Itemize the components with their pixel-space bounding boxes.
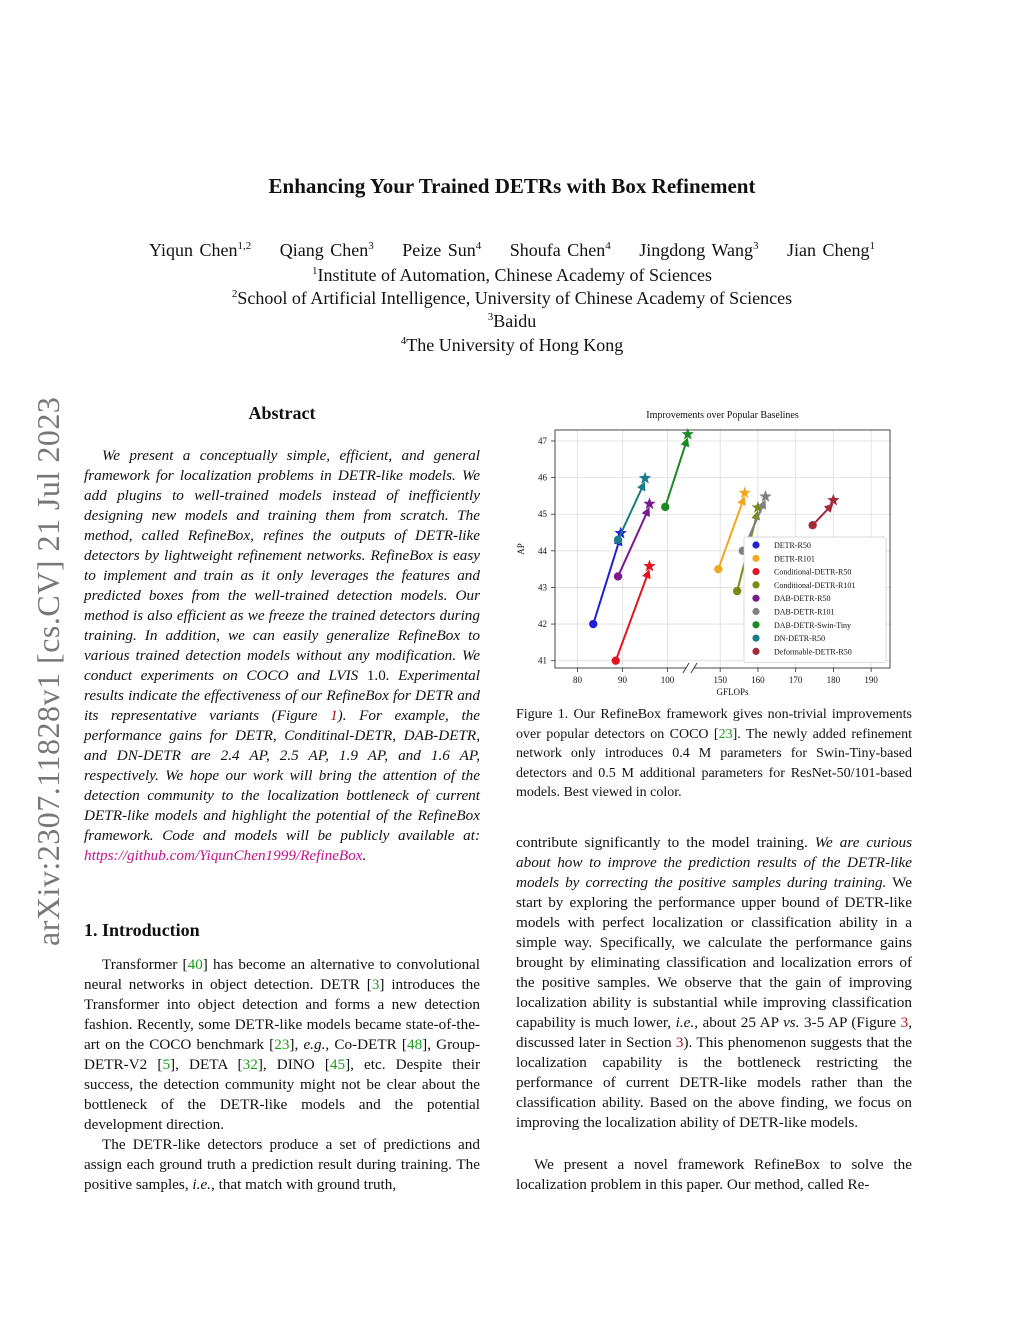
- baseline-point-4: [614, 572, 622, 580]
- intro-paragraph: The DETR-like detectors produce a set of predictions and assign each ground truth a prediction result during training. The positive samples, i.e., that match with ground truth,: [84, 1136, 480, 1193]
- legend-marker-2: [752, 568, 759, 575]
- legend-label-4: DAB-DETR-R50: [774, 594, 831, 604]
- legend-label-6: DAB-DETR-Swin-Tiny: [774, 620, 852, 630]
- citation-link[interactable]: 32: [242, 1056, 258, 1073]
- legend-marker-3: [752, 581, 759, 588]
- affiliation: $^4$The University of Hong Kong: [400, 335, 624, 355]
- legend-label-5: DAB-DETR-R101: [774, 607, 835, 617]
- citation-link[interactable]: 48: [406, 1036, 423, 1053]
- author: Qiang Chen$^3$: [279, 240, 374, 260]
- y-tick-label: 41: [538, 655, 547, 666]
- legend-label-7: DN-DETR-R50: [774, 634, 826, 644]
- right-column-paragraph: We present a novel framework RefineBox to solve the localization problem in this paper. Our method, called Re-: [516, 1156, 912, 1193]
- right-column-paragraph: contribute significantly to the model training. We are curious about how to improve the prediction results of the DETR-like models by correcting the positive samples during training. We start by exploring the performance upper bound of DETR-like models with perfect localization or classification ability in a simple way. Specifically, we calculate the performance gains brought by eliminating classification and localization errors of the positive samples. We observe that the gain of improving localization ability is substantial while improving classification capability is much lower, i.e., about 25 AP vs. 3-5 AP (Figure 3, discussed later in Section 3). This phenomenon suggests that the localization capability is the bottleneck restricting the performance of current DETR-like models rather than the classification ability. Based on the above finding, we focus on improving the localization ability of DETR-like models.: [516, 834, 912, 1131]
- arrow-line-0: [593, 543, 618, 624]
- author-list: [0, 240, 1024, 261]
- x-tick-label: 90: [618, 675, 627, 685]
- arrow-line-2: [616, 576, 647, 661]
- affiliation: $^2$School of Artificial Intelligence, University of Chinese Academy of Sciences: [231, 288, 793, 308]
- author: Jian Cheng$^1$: [786, 240, 875, 260]
- baseline-point-2: [612, 656, 620, 664]
- x-axis-label: GFLOPs: [716, 687, 749, 697]
- x-tick-label: 180: [826, 675, 841, 685]
- citation-link[interactable]: 3: [371, 976, 380, 993]
- baseline-point-0: [589, 620, 597, 628]
- legend-marker-7: [752, 635, 759, 642]
- citation-link[interactable]: 5: [162, 1056, 171, 1073]
- legend-marker-8: [752, 648, 759, 655]
- author: Yiqun Chen$^{1,2}$: [149, 240, 252, 260]
- legend-label-8: Deformable-DETR-R50: [774, 647, 852, 657]
- legend-label-2: Conditional-DETR-R50: [774, 567, 852, 577]
- intro-paragraph: Transformer [40] has become an alternative to convolutional neural networks in object detection. DETR [3] introduces the Transformer into object detection and forms a new detection fashion. Recently, some DETR-like models became state-of-the-art on the COCO benchmark [23], e.g., Co-DETR [48], Group-DETR-V2 [5], DETA [32], DINO [45], etc. Despite their success, the detection community might not be clear about the bottleneck of the DETR-like models and the potential development direction.: [84, 956, 481, 1133]
- baseline-point-8: [808, 521, 816, 529]
- abstract-heading: Abstract: [248, 403, 316, 423]
- affiliation: $^3$Baidu: [487, 311, 537, 331]
- citation-link[interactable]: 23: [274, 1036, 290, 1053]
- y-tick-label: 47: [538, 435, 547, 446]
- figure-ref-link[interactable]: 1: [330, 707, 338, 724]
- legend-marker-5: [752, 608, 759, 615]
- arxiv-side-stamp: arXiv:2307.11828v1 [cs.CV] 21 Jul 2023: [30, 396, 66, 946]
- baseline-point-1: [714, 565, 722, 573]
- y-tick-label: 43: [538, 582, 547, 593]
- citation-link[interactable]: 23: [718, 726, 733, 742]
- paper-title: Enhancing Your Trained DETRs with Box Refinement: [268, 174, 756, 198]
- section-ref-link[interactable]: 3: [675, 1034, 684, 1051]
- figure-1-chart: [510, 400, 910, 700]
- x-tick-label: 80: [573, 675, 582, 685]
- author: Shoufa Chen$^4$: [509, 240, 611, 260]
- figure-1-caption: Figure 1. Our RefineBox framework gives non-trivial improvements over popular detectors on COCO [23]. The newly added refinement network only introduces 0.4 M parameters for Swin-Tiny-based detectors and 0.5 M additional parameters for ResNet-50/101-based models. Best viewed in color.: [516, 707, 913, 800]
- section-heading-introduction: 1. Introduction: [84, 920, 200, 940]
- legend-label-1: DETR-R101: [774, 554, 815, 564]
- x-tick-label: 170: [788, 675, 803, 685]
- author: Jingdong Wang$^3$: [639, 240, 759, 260]
- legend-marker-0: [752, 541, 759, 548]
- y-tick-label: 45: [538, 509, 547, 520]
- y-tick-label: 42: [538, 619, 547, 630]
- legend-marker-1: [752, 555, 759, 562]
- x-tick-label: 160: [751, 675, 765, 685]
- github-link[interactable]: https://github.com/YiqunChen1999/RefineBox: [84, 847, 363, 864]
- y-tick-label: 44: [538, 545, 547, 556]
- x-tick-label: 100: [660, 675, 675, 685]
- author: Peize Sun$^4$: [402, 240, 482, 260]
- x-tick-label: 150: [713, 675, 727, 685]
- baseline-point-6: [661, 503, 669, 511]
- legend-label-0: DETR-R50: [774, 541, 811, 550]
- arrow-line-1: [718, 502, 742, 569]
- citation-link[interactable]: 45: [329, 1056, 346, 1073]
- y-tick-label: 46: [538, 472, 547, 483]
- legend-label-3: Conditional-DETR-R101: [774, 580, 856, 590]
- y-axis-label: AP: [516, 543, 526, 555]
- chart-title: Improvements over Popular Baselines: [646, 410, 799, 421]
- abstract-body: We present a conceptually simple, efficient, and general framework for localization problems in DETR-like models. We add plugins to well-trained models instead of inefficiently designing new models and training them from scratch. The method, called RefineBox, refines the outputs of DETR-like detectors by lightweight refinement networks. RefineBox is easy to implement and train as it only leverages the features and predicted boxes from the well-trained detection models. Our method is also efficient as we freeze the trained detectors during training. In addition, we can easily generalize RefineBox to various trained detection models without any modification. We conduct experiments on COCO and LVIS 1.0. Experimental results indicate the effectiveness of our RefineBox for DETR and its representative variants (Figure 1). For example, the performance gains for DETR, Conditinal-DETR, DAB-DETR, and DN-DETR are 2.4 AP, 2.5 AP, 1.9 AP, and 1.6 AP, respectively. We hope our work will bring the attention of the detection community to the localization bottleneck of current DETR-like models and highlight the potential of the RefineBox framework. Code and models will be publicly available at: https://github.com/YiqunChen1999/RefineBox.: [84, 447, 480, 864]
- legend-marker-4: [752, 595, 759, 602]
- baseline-point-3: [733, 587, 741, 595]
- affiliation: $^1$Institute of Automation, Chinese Academy of Sciences: [312, 265, 712, 285]
- arrow-line-6: [665, 444, 685, 507]
- citation-link[interactable]: 40: [187, 956, 203, 973]
- x-tick-label: 190: [864, 675, 878, 685]
- figure-ref-link[interactable]: 3: [900, 1014, 909, 1031]
- legend-marker-6: [752, 621, 759, 628]
- baseline-point-7: [614, 536, 622, 544]
